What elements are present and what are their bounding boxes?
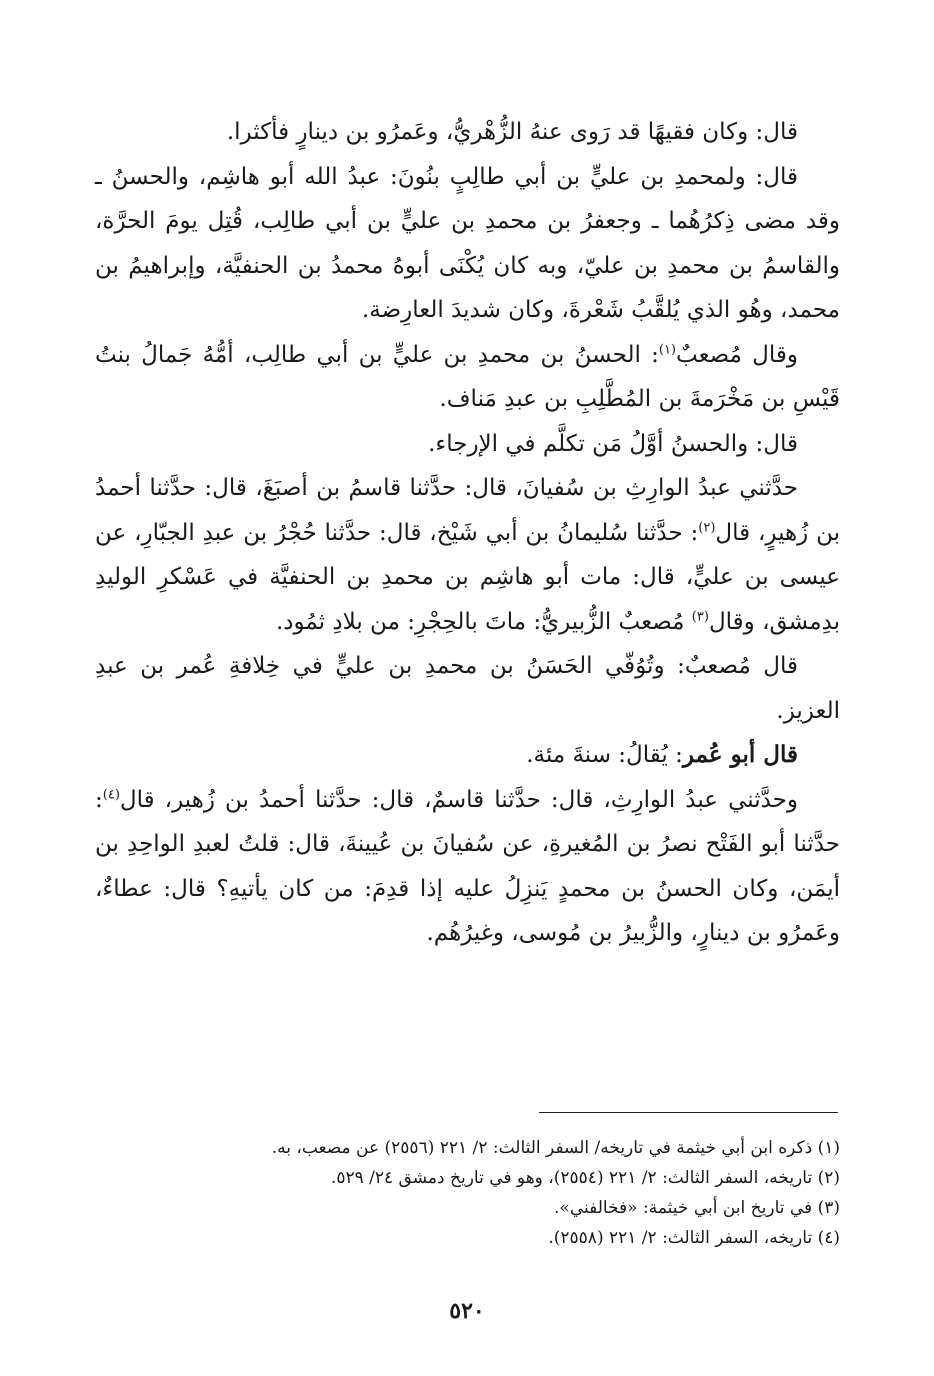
paragraph [95, 110, 840, 155]
footnote: (١) ذكره ابن أبي خيثمة في تاريخه/ السفر الثالث: ٢/ ٢٢١ (٢٥٥٦) عن مصعب، به. [271, 1138, 840, 1158]
paragraph-text: وحدَّثني عبدُ الوارِثِ، قال: حدَّثنا قاسمٌ، قال: حدَّثنا أحمدُ بن زُهير، قال [119, 786, 798, 813]
footnote: (٢) تاريخه، السفر الثالث: ٢/ ٢٢١ (٢٥٥٤)، وهو في تاريخ دمشق ٢٤/ ٥٢٩. [330, 1168, 840, 1188]
paragraph-text: : حدَّثنا أبو الفَتْح نصرُ بن المُغيرةِ، عن سُفيانَ بن عُيينةَ، قال: قلتُ لعبدِ الواحِدِ بن أيمَن، وكان الحسنُ بن محمدٍ يَنزِلُ عليه إذا قدِمَ: من كان يأتيهِ؟ قال: عطاءٌ، وعَمرُو بن دينارٍ، والزُّبيرُ بن مُوسى، وغيرُهُم. [95, 786, 840, 946]
paragraph-text: : يُقالُ: سنةَ مئة. [526, 742, 683, 768]
footnote-ref: (٢) [698, 519, 716, 535]
paragraph [95, 778, 840, 956]
footnote-ref: (١) [658, 341, 676, 357]
speaker-label: قال أبو عُمر [682, 741, 798, 768]
page-number: ٥٢٠ [449, 1298, 485, 1324]
paragraph-text: : الحسنُ بن محمدِ بن عليٍّ بن أبي طالِب، أمُّهُ جَمالُ بنتُ قَيْسِ بن مَخْرَمةَ بن المُطَّلِبِ بن عبدِ مَناف. [95, 341, 840, 412]
footnote-separator [539, 1112, 838, 1113]
paragraph-text: مُصعبٌ الزُّبيريُّ: ماتَ بالحِجْرِ: من بلادِ ثمُود. [275, 608, 692, 635]
paragraph-text: وقال مُصعبٌ [676, 341, 798, 368]
paragraph [95, 733, 840, 778]
paragraph [95, 422, 840, 467]
footnotes [95, 1133, 840, 1253]
paragraph-text: قال: ولمحمدِ بن عليٍّ بن أبي طالِبٍ بنُونَ: عبدُ الله أبو هاشِم، والحسنُ ـ وقد مضى ذِكرُهُما ـ وجعفرُ بن محمدِ بن عليٍّ بن أبي طالِب، قُتِل يومَ الحرَّة، والقاسمُ بن محمدِ بن عليّ، وبه كان يُكْنَى أبوهُ محمدُ بن الحنفيَّة، وإبراهيمُ بن محمد، وهُو الذي يُلقَّبُ شَعْرةَ، وكان شديدَ العارِضة. [95, 163, 840, 323]
footnote-ref: (٣) [691, 608, 709, 624]
footnote: (٣) في تاريخ ابن أبي خيثمة: «فخالفني». [554, 1198, 840, 1218]
paragraph [95, 644, 840, 733]
paragraph-text: حدَّثني عبدُ الوارِثِ بن سُفيانَ، قال: حدَّثنا قاسمُ بن أصبَغَ، قال: حدَّثنا أحمدُ بن زُهيرٍ، قال [95, 475, 840, 546]
footnote-ref: (٤) [102, 786, 120, 802]
paragraph-text: قال: وكان فقيهًا قد رَوى عنهُ الزُّهْريُّ، وعَمرُو بن دينارٍ فأكثرا. [226, 119, 798, 145]
paragraph-text: : حدَّثنا سُليمانُ بن أبي شَيْخ، قال: حدَّثنا حُجْرُ بن عبدِ الجبّارِ، عن عيسى بن عليٍّ، قال: مات أبو هاشِم بن محمدِ بن الحنفيَّة في عَسْكرِ الوليدِ بدِمشق، وقال [95, 519, 840, 635]
paragraph-text: قال: والحسنُ أوَّلُ مَن تكلَّم في الإرجاء. [428, 430, 798, 457]
paragraph-text: قال مُصعبٌ: وتُوُفّي الحَسَنُ بن محمدِ بن عليٍّ في خِلافةِ عُمر بن عبدِ العزيز. [95, 653, 840, 724]
body-text [95, 110, 840, 956]
paragraph [95, 155, 840, 333]
paragraph [95, 333, 840, 422]
paragraph [95, 466, 840, 644]
footnote: (٤) تاريخه، السفر الثالث: ٢/ ٢٢١ (٢٥٥٨). [548, 1228, 840, 1248]
